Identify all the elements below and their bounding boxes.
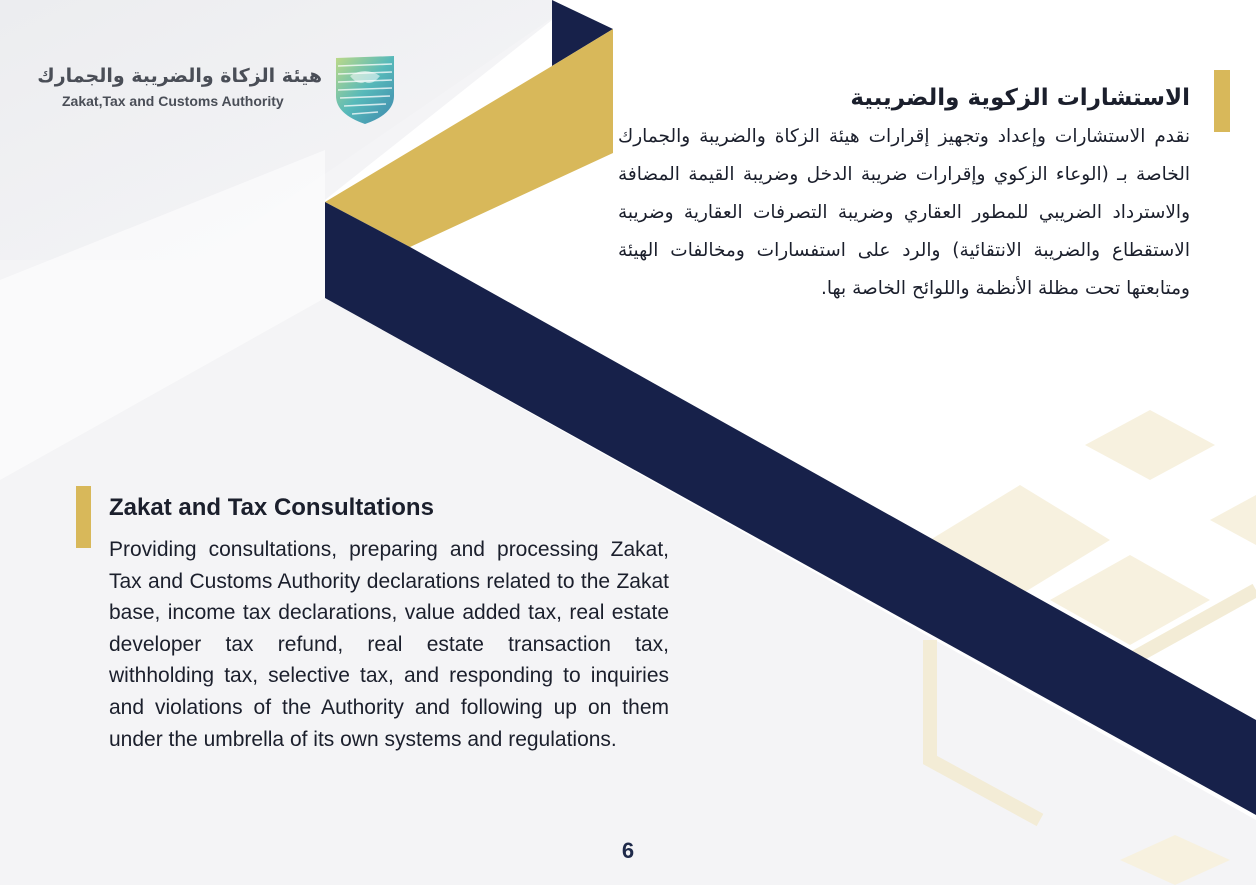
arabic-accent-bar	[1214, 70, 1230, 132]
page-number: 6	[621, 838, 635, 863]
arabic-section-title: الاستشارات الزكوية والضريبية	[850, 85, 1190, 111]
english-accent-bar	[76, 486, 91, 548]
arabic-section-body: نقدم الاستشارات وإعداد وتجهيز إقرارات هيئة الزكاة والضريبة والجمارك الخاصة بـ (الوعاء الزكوي وإقرارات ضريبة الدخل وضريبة القيمة المضافة والاسترداد الضريبي للمطور العقاري وضريبة التصرفات العقارية وضريبة الاستقطاع والضريبة الانتقائية) والرد على استفسارات ومخالفات الهيئة ومتابعتها تحت مظلة الأنظمة واللوائح الخاصة بها.	[618, 126, 1190, 299]
english-section-title: Zakat and Tax Consultations	[109, 494, 434, 521]
english-section-body: Providing consultations, preparing and processing Zakat, Tax and Customs Authority declarations related to the Zakat base, income tax declarations, value added tax, real estate developer tax refund, real estate transaction tax, withholding tax, selective tax, and responding to inquiries and violations of the Authority and following up on them under the umbrella of its own systems and regulations.	[109, 538, 669, 751]
authority-name-arabic: هيئة الزكاة والضريبة والجمارك	[37, 65, 322, 87]
authority-name-english: Zakat,Tax and Customs Authority	[62, 93, 284, 109]
zatca-emblem-icon	[332, 52, 398, 126]
